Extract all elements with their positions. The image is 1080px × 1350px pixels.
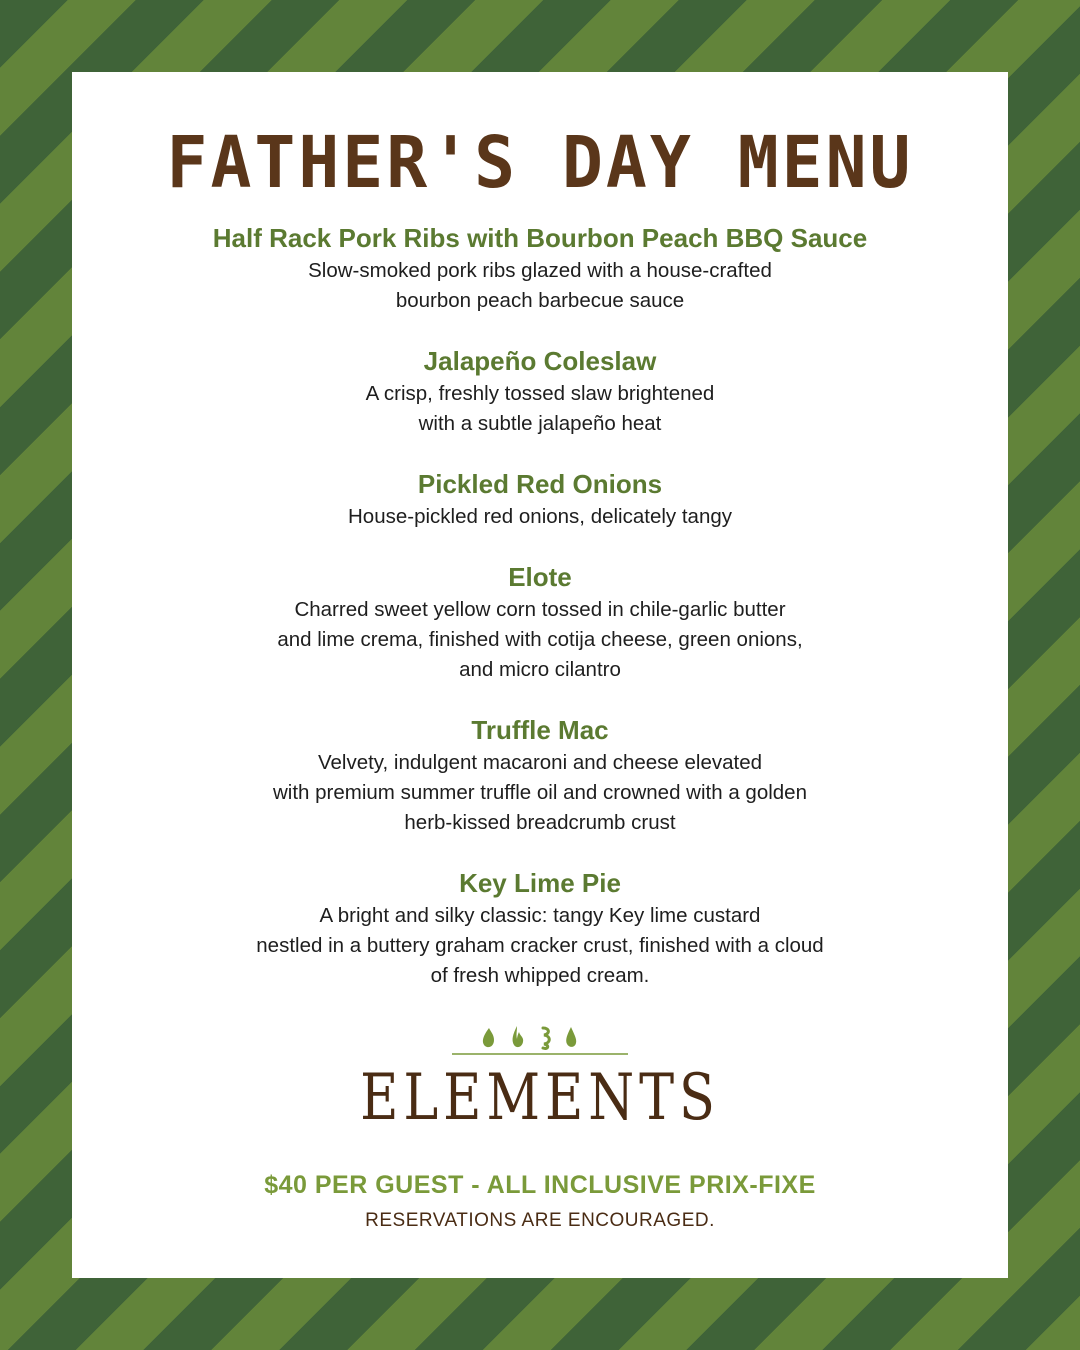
menu-item-name: Truffle Mac bbox=[471, 715, 609, 745]
menu-item bbox=[72, 712, 1008, 838]
menu-item bbox=[72, 220, 1008, 316]
menu-item-description: Velvety, indulgent macaroni and cheese elevated with premium summer truffle oil and crowned with a golden herb-kissed breadcrumb crust bbox=[272, 751, 807, 834]
elements-logo bbox=[72, 1022, 1008, 1142]
menu-item bbox=[72, 559, 1008, 685]
menu-item-name: Pickled Red Onions bbox=[417, 469, 663, 499]
menu-item-name: Elote bbox=[508, 562, 572, 592]
earth-icon bbox=[483, 1028, 494, 1047]
menu-item-name: Key Lime Pie bbox=[459, 868, 621, 898]
price-line: $40 PER GUEST - ALL INCLUSIVE PRIX-FIXE bbox=[264, 1171, 816, 1199]
fire-icon bbox=[513, 1026, 524, 1047]
menu-item-description: House-pickled red onions, delicately tangy bbox=[347, 505, 733, 528]
menu-item-description: Charred sweet yellow corn tossed in chile-garlic butter and lime crema, finished with cotija cheese, green onions, and micro cilantro bbox=[277, 598, 803, 681]
menu-item-description: Slow-smoked pork ribs glazed with a house-crafted bourbon peach barbecue sauce bbox=[308, 259, 772, 312]
menu-title: FATHER'S DAY MENU bbox=[166, 122, 914, 205]
menu-item bbox=[72, 865, 1008, 991]
reservation-note: RESERVATIONS ARE ENCOURAGED. bbox=[365, 1210, 715, 1231]
water-icon bbox=[566, 1027, 576, 1047]
menu-item bbox=[72, 343, 1008, 439]
menu-item-name: Half Rack Pork Ribs with Bourbon Peach BBQ Sauce bbox=[212, 223, 868, 253]
menu-items bbox=[72, 220, 1008, 1018]
menu-item-name: Jalapeño Coleslaw bbox=[423, 346, 657, 376]
menu-card bbox=[72, 72, 1008, 1278]
logo-icons bbox=[440, 1022, 640, 1062]
menu-item-description: A bright and silky classic: tangy Key lime custard nestled in a buttery graham cracker crust, finished with a cloud of fresh whipped cream. bbox=[256, 904, 824, 987]
menu-item-description: A crisp, freshly tossed slaw brightened with a subtle jalapeño heat bbox=[365, 382, 715, 435]
logo-wordmark: ELEMENTS bbox=[360, 1061, 720, 1135]
menu-item bbox=[72, 466, 1008, 532]
air-icon bbox=[543, 1028, 549, 1048]
